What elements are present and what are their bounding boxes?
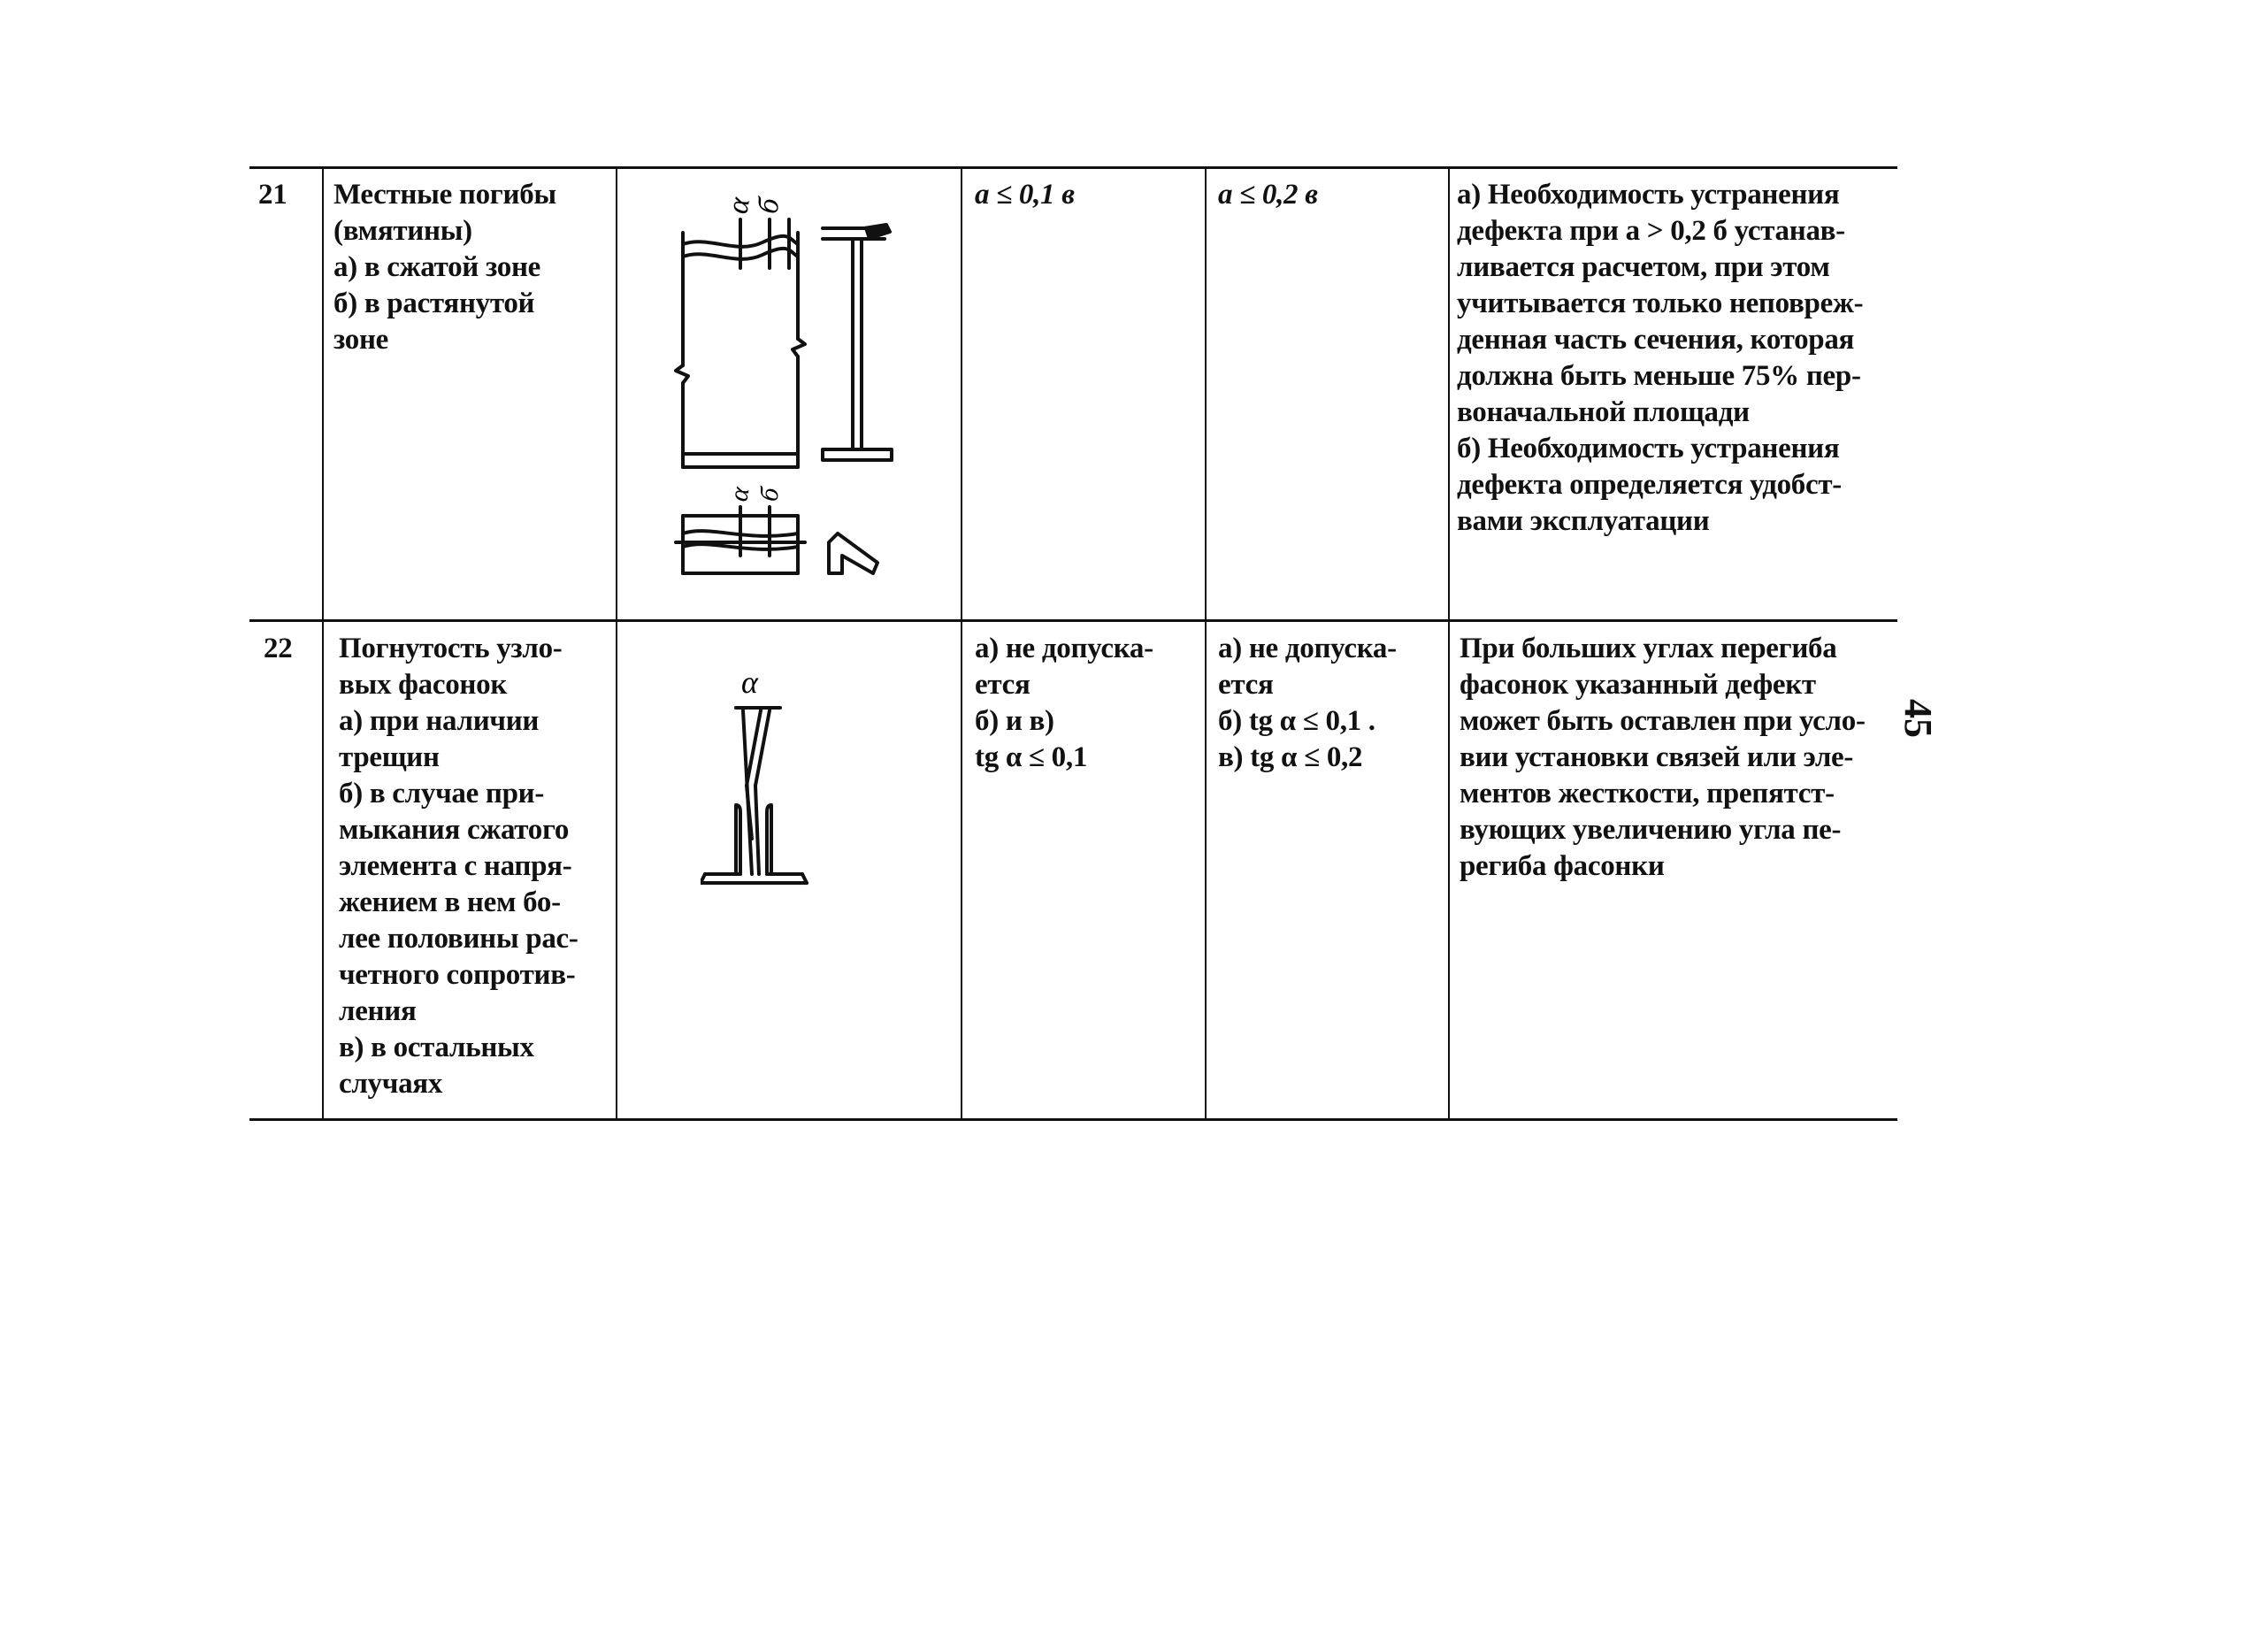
gusset-bend-diagram xyxy=(701,662,895,909)
text-line: дефекта определяется удобст- xyxy=(1457,469,1842,501)
column-divider xyxy=(616,166,617,1120)
text-line: денная часть сечения, которая xyxy=(1457,324,1855,356)
figure-label: б xyxy=(751,196,786,217)
column-divider xyxy=(1205,166,1207,1120)
text-line: а) Необходимость устранения xyxy=(1457,179,1840,211)
text-line: воначальной площади xyxy=(1457,396,1750,428)
text-line: четного сопротив- xyxy=(339,959,576,991)
row-divider xyxy=(249,619,1897,622)
text-line: должна быть меньше 75% пер- xyxy=(1457,360,1861,392)
text-line: ления xyxy=(339,995,417,1027)
figure-label: α xyxy=(721,195,756,217)
text-line: tg α ≤ 0,1 xyxy=(975,741,1088,773)
text-line: лее половины рас- xyxy=(339,923,578,955)
row-number: 22 xyxy=(264,633,293,664)
figure-label: б xyxy=(754,485,785,504)
text-line: мыкания сжатого xyxy=(339,814,570,846)
column-divider xyxy=(961,166,962,1120)
text-line: а) в сжатой зоне xyxy=(333,251,540,283)
row-number: 21 xyxy=(258,179,287,211)
defect-description xyxy=(333,177,612,358)
text-line: а) не допуска- xyxy=(1218,633,1397,664)
text-line: элемента с напря- xyxy=(339,850,572,882)
notes-column xyxy=(1460,631,1897,885)
local-dent-diagram xyxy=(665,184,931,600)
text-line: может быть оставлен при усло- xyxy=(1460,705,1866,737)
text-line: ливается расчетом, при этом xyxy=(1457,251,1830,283)
text-line: Погнутость узло- xyxy=(339,633,563,664)
text-line: жением в нем бо- xyxy=(339,886,561,918)
text-line: в) tg α ≤ 0,2 xyxy=(1218,741,1363,773)
text-line: a ≤ 0,2 в xyxy=(1218,179,1318,211)
text-line: в) в остальных xyxy=(339,1032,534,1063)
text-line: б) Необходимость устранения xyxy=(1457,433,1840,464)
text-line: вующих увеличению угла пе- xyxy=(1460,814,1842,846)
text-line: ется xyxy=(975,669,1031,701)
text-line: Местные погибы xyxy=(333,179,556,211)
text-line: При больших углах перегиба xyxy=(1460,633,1837,664)
column-divider xyxy=(322,166,324,1120)
table-bottom-rule xyxy=(249,1118,1897,1121)
defects-table xyxy=(249,166,1897,1122)
limit-column-1 xyxy=(975,631,1200,776)
text-line: случаях xyxy=(339,1068,443,1100)
text-line: ется xyxy=(1218,669,1274,701)
limit-column-2 xyxy=(1218,631,1444,776)
text-line: а) не допуска- xyxy=(975,633,1153,664)
text-line: ментов жесткости, препятст- xyxy=(1460,778,1835,809)
text-line: трещин xyxy=(339,741,440,773)
text-line: б) в случае при- xyxy=(339,778,545,809)
text-line: б) tg α ≤ 0,1 . xyxy=(1218,705,1375,737)
table-top-rule xyxy=(249,166,1897,169)
column-divider xyxy=(1448,166,1450,1120)
defect-description xyxy=(339,631,613,1102)
text-line: б) в растянутой xyxy=(333,288,535,319)
text-line: б) и в) xyxy=(975,705,1054,737)
page-number: 45 xyxy=(1896,699,1940,738)
text-line: учитывается только неповреж- xyxy=(1457,288,1864,319)
text-line: (вмятины) xyxy=(333,215,472,247)
limit-column-1 xyxy=(975,177,1196,213)
notes-column xyxy=(1457,177,1895,540)
figure-label: α xyxy=(741,664,758,700)
text-line: a ≤ 0,1 в xyxy=(975,179,1075,211)
text-line: дефекта при a > 0,2 б устанав- xyxy=(1457,215,1845,247)
text-line: фасонок указанный дефект xyxy=(1460,669,1816,701)
text-line: вых фасонок xyxy=(339,669,508,701)
limit-column-2 xyxy=(1218,177,1439,213)
text-line: зоне xyxy=(333,324,389,356)
figure-label: α xyxy=(724,484,755,504)
text-line: вии установки связей или эле- xyxy=(1460,741,1854,773)
text-line: региба фасонки xyxy=(1460,850,1665,882)
text-line: вами эксплуатации xyxy=(1457,505,1710,537)
text-line: а) при наличии xyxy=(339,705,540,737)
